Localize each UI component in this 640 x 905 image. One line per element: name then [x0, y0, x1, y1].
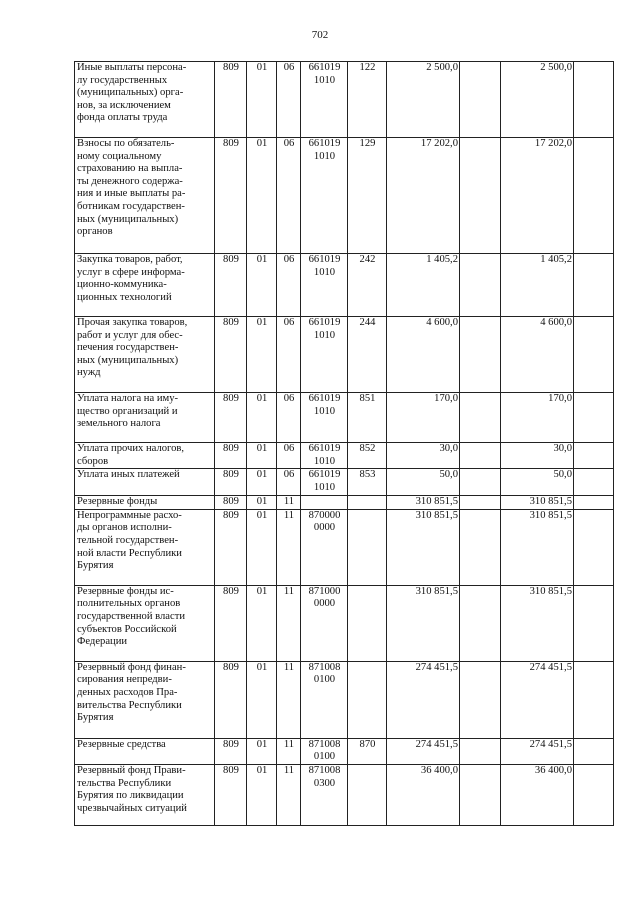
amount-text: 170,0 — [548, 393, 572, 404]
section-code-cell — [247, 317, 277, 393]
target-article-cell — [301, 496, 348, 510]
section-code-cell — [247, 62, 277, 138]
ministry-code-text: 809 — [223, 317, 239, 328]
subsection-code-text: 11 — [283, 496, 295, 508]
amount-cell — [387, 254, 460, 317]
section-code-cell — [247, 469, 277, 496]
amount-text: 310 851,5 — [415, 509, 458, 521]
ministry-code-text: 809 — [223, 254, 239, 265]
expense-type-cell — [348, 496, 387, 510]
amount-text: 50,0 — [439, 469, 458, 481]
ministry-code-text: 809 — [223, 764, 239, 776]
subsection-code-text: 06 — [283, 254, 295, 265]
amount-cell — [501, 585, 574, 661]
item-name-text: Прочая закупка товаров, работ и услуг для обес- печения государствен- ных (муниципальных) нужд — [77, 317, 188, 379]
amount-text: 310 851,5 — [529, 585, 572, 597]
ministry-code-text: 809 — [223, 443, 239, 454]
expense-type-text: 853 — [359, 469, 376, 481]
amount-text: 310 851,5 — [415, 496, 458, 508]
subsection-code-cell — [277, 509, 301, 585]
empty-cell — [460, 443, 501, 469]
subsection-code-cell — [277, 661, 301, 738]
empty-cell — [574, 138, 614, 254]
target-article-cell — [301, 443, 348, 469]
amount-cell — [387, 764, 460, 825]
section-code-text: 01 — [256, 585, 268, 597]
amount-text: 4 600,0 — [426, 317, 458, 328]
amount-text: 36 400,0 — [420, 764, 458, 776]
item-name-text: Взносы по обязатель- ному социальному страхованию на выпла- ты денежного содержа- ния и иные выплаты ра- ботникам государствен- ных (муниципальных) органов — [77, 138, 186, 238]
subsection-code-text: 06 — [283, 393, 295, 404]
target-article-text: 871008 0300 — [308, 764, 341, 789]
expense-type-cell — [348, 62, 387, 138]
item-name-cell — [75, 738, 215, 764]
subsection-code-cell — [277, 254, 301, 317]
amount-cell — [387, 469, 460, 496]
amount-text: 274 451,5 — [529, 738, 572, 750]
table-row — [75, 496, 614, 510]
item-name-text: Уплата иных платежей — [77, 469, 180, 481]
target-article-cell — [301, 138, 348, 254]
section-code-cell — [247, 254, 277, 317]
table-row — [75, 585, 614, 661]
table-row — [75, 738, 614, 764]
subsection-code-text: 11 — [283, 738, 295, 750]
empty-cell — [574, 764, 614, 825]
target-article-cell — [301, 661, 348, 738]
ministry-code-cell — [215, 738, 247, 764]
expense-type-cell — [348, 393, 387, 443]
target-article-text: 871008 0100 — [308, 661, 341, 686]
table-row — [75, 469, 614, 496]
target-article-text: 661019 1010 — [308, 469, 341, 493]
subsection-code-text: 11 — [283, 509, 295, 521]
expense-type-text: 851 — [359, 393, 376, 404]
section-code-text: 01 — [256, 738, 268, 750]
table-row — [75, 62, 614, 138]
amount-cell — [501, 738, 574, 764]
target-article-cell — [301, 62, 348, 138]
section-code-text: 01 — [256, 393, 268, 404]
section-code-cell — [247, 661, 277, 738]
target-article-cell — [301, 509, 348, 585]
table-row — [75, 661, 614, 738]
item-name-cell — [75, 585, 215, 661]
expense-type-cell — [348, 738, 387, 764]
empty-cell — [574, 62, 614, 138]
section-code-text: 01 — [256, 443, 268, 454]
amount-text: 4 600,0 — [540, 317, 572, 328]
target-article-text: 871000 0000 — [308, 585, 341, 610]
section-code-text: 01 — [256, 764, 268, 776]
item-name-text: Резервные фонды — [77, 496, 158, 508]
amount-cell — [501, 509, 574, 585]
amount-text: 310 851,5 — [529, 509, 572, 521]
target-article-text: 661019 1010 — [308, 62, 341, 86]
target-article-cell — [301, 585, 348, 661]
ministry-code-text: 809 — [223, 509, 239, 521]
subsection-code-cell — [277, 585, 301, 661]
amount-text: 310 851,5 — [415, 585, 458, 597]
amount-text: 310 851,5 — [529, 496, 572, 508]
amount-text: 1 405,2 — [540, 254, 572, 265]
subsection-code-cell — [277, 62, 301, 138]
item-name-text: Закупка товаров, работ, услуг в сфере информа- ционно-коммуника- ционных технологий — [77, 254, 185, 303]
expense-type-text: 122 — [359, 62, 376, 73]
expense-type-text: 242 — [359, 254, 376, 265]
item-name-cell — [75, 661, 215, 738]
target-article-text: 870000 0000 — [308, 509, 341, 534]
ministry-code-cell — [215, 509, 247, 585]
empty-cell — [460, 62, 501, 138]
target-article-cell — [301, 738, 348, 764]
subsection-code-text: 06 — [283, 317, 295, 328]
subsection-code-cell — [277, 738, 301, 764]
page-number: 702 — [311, 29, 329, 41]
table-row — [75, 138, 614, 254]
ministry-code-text: 809 — [223, 62, 239, 73]
amount-cell — [501, 496, 574, 510]
amount-cell — [387, 317, 460, 393]
amount-cell — [501, 138, 574, 254]
amount-text: 274 451,5 — [415, 738, 458, 750]
amount-cell — [501, 443, 574, 469]
target-article-text: 661019 1010 — [308, 317, 341, 341]
item-name-text: Резервный фонд финан- сирования непредви- денных расходов Пра- вительства Республики Бурятия — [77, 661, 186, 724]
ministry-code-text: 809 — [223, 585, 239, 597]
ministry-code-cell — [215, 764, 247, 825]
item-name-cell — [75, 254, 215, 317]
ministry-code-cell — [215, 661, 247, 738]
ministry-code-cell — [215, 469, 247, 496]
amount-cell — [501, 393, 574, 443]
amount-cell — [387, 62, 460, 138]
empty-cell — [460, 138, 501, 254]
empty-cell — [460, 661, 501, 738]
target-article-text: 661019 1010 — [308, 138, 341, 162]
expense-type-cell — [348, 661, 387, 738]
subsection-code-text: 06 — [283, 138, 295, 149]
target-article-text: 661019 1010 — [308, 254, 341, 278]
subsection-code-text: 11 — [283, 585, 295, 597]
section-code-cell — [247, 138, 277, 254]
ministry-code-cell — [215, 62, 247, 138]
empty-cell — [574, 661, 614, 738]
empty-cell — [574, 738, 614, 764]
expense-type-cell — [348, 469, 387, 496]
subsection-code-text: 06 — [283, 62, 295, 73]
item-name-text: Резервные средства — [77, 738, 166, 750]
amount-cell — [501, 469, 574, 496]
amount-cell — [501, 62, 574, 138]
table-row — [75, 509, 614, 585]
amount-text: 274 451,5 — [529, 661, 572, 673]
subsection-code-cell — [277, 764, 301, 825]
amount-cell — [501, 661, 574, 738]
target-article-cell — [301, 317, 348, 393]
item-name-cell — [75, 393, 215, 443]
expense-type-cell — [348, 317, 387, 393]
table-row — [75, 443, 614, 469]
item-name-text: Резервные фонды ис- полнительных органов государственной власти субъектов Российской Федерации — [77, 585, 186, 648]
item-name-cell — [75, 496, 215, 510]
amount-cell — [387, 738, 460, 764]
amount-cell — [387, 393, 460, 443]
section-code-text: 01 — [256, 254, 268, 265]
section-code-text: 01 — [256, 62, 268, 73]
section-code-text: 01 — [256, 661, 268, 673]
ministry-code-text: 809 — [223, 393, 239, 404]
amount-cell — [501, 764, 574, 825]
subsection-code-cell — [277, 138, 301, 254]
target-article-cell — [301, 393, 348, 443]
table-row — [75, 393, 614, 443]
amount-cell — [387, 138, 460, 254]
ministry-code-cell — [215, 585, 247, 661]
expense-type-cell — [348, 509, 387, 585]
amount-text: 36 400,0 — [534, 764, 572, 776]
subsection-code-text: 06 — [283, 443, 295, 454]
item-name-text: Иные выплаты персона- лу государственных (муниципальных) орга- нов, за исключением фонда оплаты труда — [77, 62, 187, 124]
empty-cell — [574, 317, 614, 393]
empty-cell — [574, 393, 614, 443]
empty-cell — [460, 738, 501, 764]
ministry-code-text: 809 — [223, 661, 239, 673]
target-article-cell — [301, 469, 348, 496]
empty-cell — [460, 317, 501, 393]
expense-type-text: 244 — [359, 317, 376, 328]
expense-type-cell — [348, 764, 387, 825]
empty-cell — [574, 443, 614, 469]
item-name-cell — [75, 764, 215, 825]
section-code-text: 01 — [256, 496, 268, 508]
amount-cell — [387, 661, 460, 738]
amount-cell — [501, 317, 574, 393]
ministry-code-cell — [215, 254, 247, 317]
section-code-cell — [247, 585, 277, 661]
amount-text: 2 500,0 — [540, 62, 572, 73]
ministry-code-text: 809 — [223, 496, 239, 508]
target-article-text: 871008 0100 — [308, 738, 341, 763]
empty-cell — [574, 469, 614, 496]
item-name-cell — [75, 509, 215, 585]
amount-text: 170,0 — [434, 393, 458, 404]
amount-cell — [387, 585, 460, 661]
subsection-code-text: 06 — [283, 469, 295, 481]
subsection-code-cell — [277, 443, 301, 469]
item-name-cell — [75, 317, 215, 393]
ministry-code-cell — [215, 138, 247, 254]
amount-text: 50,0 — [553, 469, 572, 481]
section-code-cell — [247, 509, 277, 585]
empty-cell — [574, 496, 614, 510]
empty-cell — [460, 496, 501, 510]
empty-cell — [460, 393, 501, 443]
empty-cell — [460, 764, 501, 825]
table-row — [75, 317, 614, 393]
amount-text: 2 500,0 — [426, 62, 458, 73]
item-name-cell — [75, 443, 215, 469]
empty-cell — [574, 509, 614, 585]
section-code-text: 01 — [256, 509, 268, 521]
expense-type-text: 852 — [359, 443, 376, 454]
empty-cell — [460, 509, 501, 585]
expense-type-cell — [348, 138, 387, 254]
item-name-text: Уплата налога на иму- щество организаций и земельного налога — [77, 393, 179, 430]
table-row — [75, 764, 614, 825]
amount-text: 30,0 — [553, 443, 572, 454]
expense-type-cell — [348, 585, 387, 661]
section-code-cell — [247, 443, 277, 469]
ministry-code-cell — [215, 443, 247, 469]
target-article-text: 661019 1010 — [308, 393, 341, 417]
empty-cell — [574, 585, 614, 661]
amount-cell — [501, 254, 574, 317]
amount-text: 1 405,2 — [426, 254, 458, 265]
subsection-code-text: 11 — [283, 764, 295, 776]
section-code-text: 01 — [256, 317, 268, 328]
section-code-cell — [247, 393, 277, 443]
target-article-text: 661019 1010 — [308, 443, 341, 467]
subsection-code-cell — [277, 469, 301, 496]
ministry-code-text: 809 — [223, 738, 239, 750]
section-code-cell — [247, 738, 277, 764]
expense-type-cell — [348, 443, 387, 469]
amount-text: 17 202,0 — [534, 138, 572, 149]
empty-cell — [460, 469, 501, 496]
section-code-text: 01 — [256, 138, 268, 149]
ministry-code-text: 809 — [223, 469, 239, 481]
item-name-cell — [75, 138, 215, 254]
empty-cell — [460, 585, 501, 661]
item-name-cell — [75, 469, 215, 496]
expense-type-text: 129 — [359, 138, 376, 149]
amount-cell — [387, 509, 460, 585]
subsection-code-cell — [277, 393, 301, 443]
item-name-text: Резервный фонд Прави- тельства Республики Бурятия по ликвидации чрезвычайных ситуаций — [77, 764, 187, 814]
ministry-code-text: 809 — [223, 138, 239, 149]
table-row — [75, 254, 614, 317]
ministry-code-cell — [215, 317, 247, 393]
amount-cell — [387, 496, 460, 510]
amount-cell — [387, 443, 460, 469]
section-code-text: 01 — [256, 469, 268, 481]
section-code-cell — [247, 764, 277, 825]
section-code-cell — [247, 496, 277, 510]
target-article-cell — [301, 764, 348, 825]
target-article-cell — [301, 254, 348, 317]
subsection-code-cell — [277, 317, 301, 393]
amount-text: 30,0 — [439, 443, 458, 454]
expense-type-text: 870 — [359, 738, 376, 750]
empty-cell — [574, 254, 614, 317]
item-name-cell — [75, 62, 215, 138]
ministry-code-cell — [215, 393, 247, 443]
amount-text: 17 202,0 — [420, 138, 458, 149]
subsection-code-cell — [277, 496, 301, 510]
amount-text: 274 451,5 — [415, 661, 458, 673]
item-name-text: Непрограммные расхо- ды органов исполни- тельной государствен- ной власти Республики Бурятия — [77, 509, 182, 572]
ministry-code-cell — [215, 496, 247, 510]
expense-type-cell — [348, 254, 387, 317]
budget-table — [74, 61, 614, 826]
item-name-text: Уплата прочих налогов, сборов — [77, 443, 185, 467]
subsection-code-text: 11 — [283, 661, 295, 673]
empty-cell — [460, 254, 501, 317]
